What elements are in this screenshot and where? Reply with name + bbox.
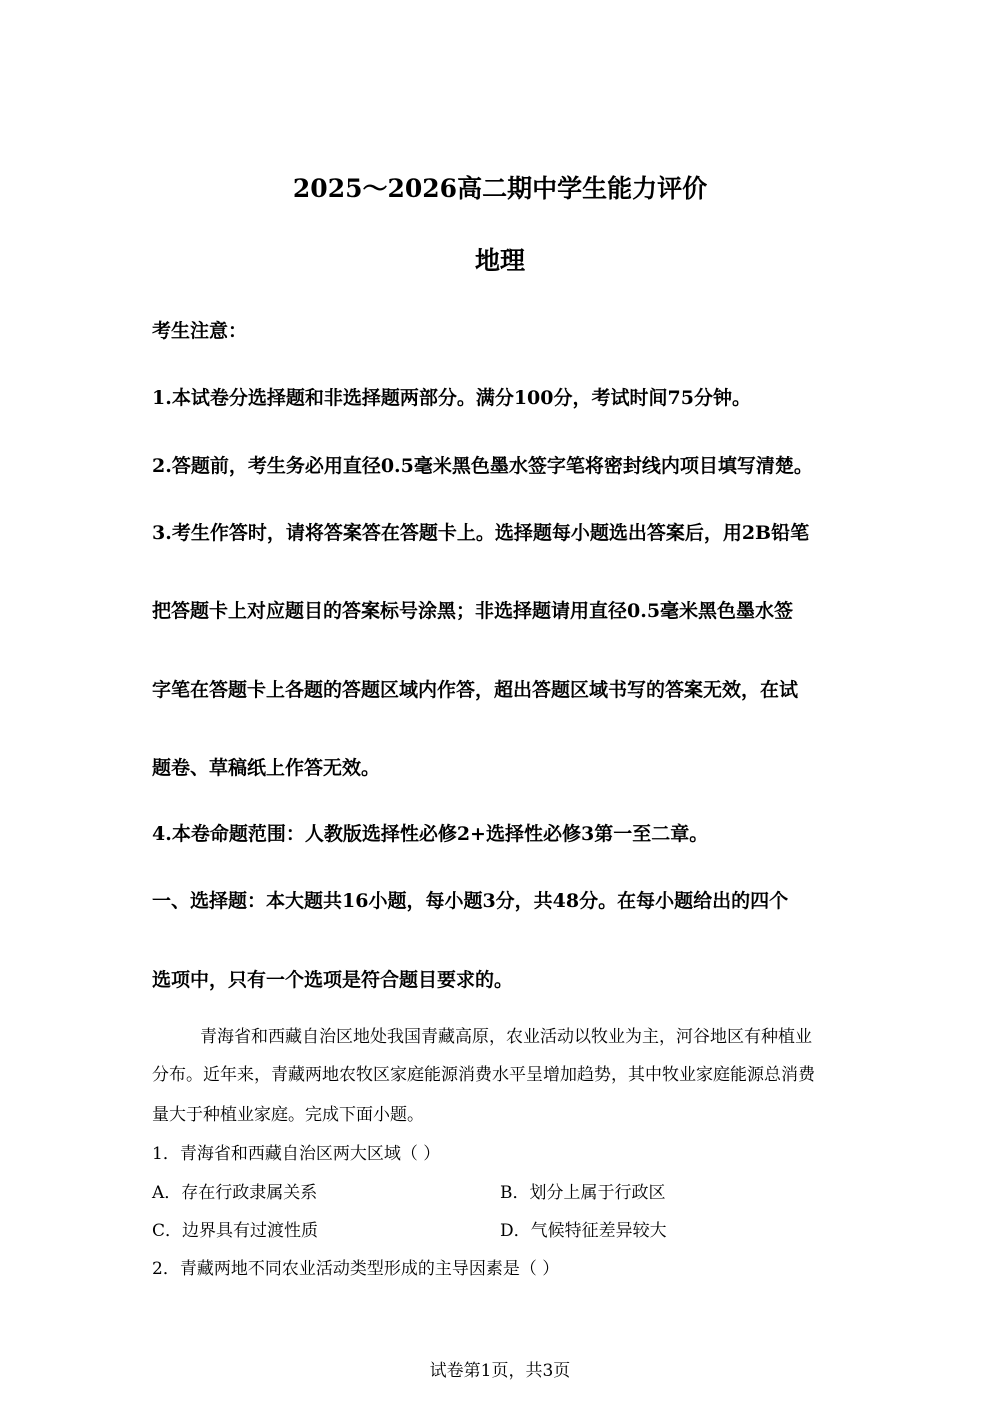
question-1-option-d: D．气候特征差异较大 xyxy=(500,1221,667,1241)
notice-line-1: 1.本试卷分选择题和非选择题两部分。满分100分，考试时间75分钟。 xyxy=(152,387,751,409)
exam-subject: 地理 xyxy=(474,246,525,275)
question-1-option-b: B．划分上属于行政区 xyxy=(500,1183,666,1203)
notice-line-3c: 字笔在答题卡上各题的答题区域内作答，超出答题区域书写的答案无效，在试 xyxy=(152,679,799,701)
question-1-option-c: C．边界具有过渡性质 xyxy=(152,1221,319,1241)
passage-line-2: 分布。近年来，青藏两地农牧区家庭能源消费水平呈增加趋势，其中牧业家庭能源总消费 xyxy=(152,1065,815,1085)
question-1-stem: 1．青海省和西藏自治区两大区域（ ） xyxy=(152,1144,441,1164)
passage-line-3: 量大于种植业家庭。完成下面小题。 xyxy=(152,1105,424,1125)
question-1-option-a: A．存在行政隶属关系 xyxy=(152,1183,318,1203)
page-footer: 试卷第1页，共3页 xyxy=(429,1361,571,1381)
notice-line-4: 4.本卷命题范围：人教版选择性必修2+选择性必修3第一至二章。 xyxy=(152,823,709,845)
question-2-stem: 2．青藏两地不同农业活动类型形成的主导因素是（ ） xyxy=(152,1259,560,1279)
passage-line-1: 青海省和西藏自治区地处我国青藏高原，农业活动以牧业为主，河谷地区有种植业 xyxy=(200,1027,812,1047)
notice-line-3d: 题卷、草稿纸上作答无效。 xyxy=(152,757,381,779)
exam-title: 2025～2026高二期中学生能力评价 xyxy=(292,174,708,203)
notice-heading: 考生注意： xyxy=(152,320,248,342)
notice-line-2: 2.答题前，考生务必用直径0.5毫米黑色墨水签字笔将密封线内项目填写清楚。 xyxy=(152,455,813,477)
notice-line-3b: 把答题卡上对应题目的答案标号涂黑；非选择题请用直径0.5毫米黑色墨水签 xyxy=(152,600,794,622)
section-heading-line-1: 一、选择题：本大题共16小题，每小题3分，共48分。在每小题给出的四个 xyxy=(152,890,789,912)
notice-line-3a: 3.考生作答时，请将答案答在答题卡上。选择题每小题选出答案后，用2B铅笔 xyxy=(152,522,810,544)
section-heading-line-2: 选项中，只有一个选项是符合题目要求的。 xyxy=(152,969,514,991)
